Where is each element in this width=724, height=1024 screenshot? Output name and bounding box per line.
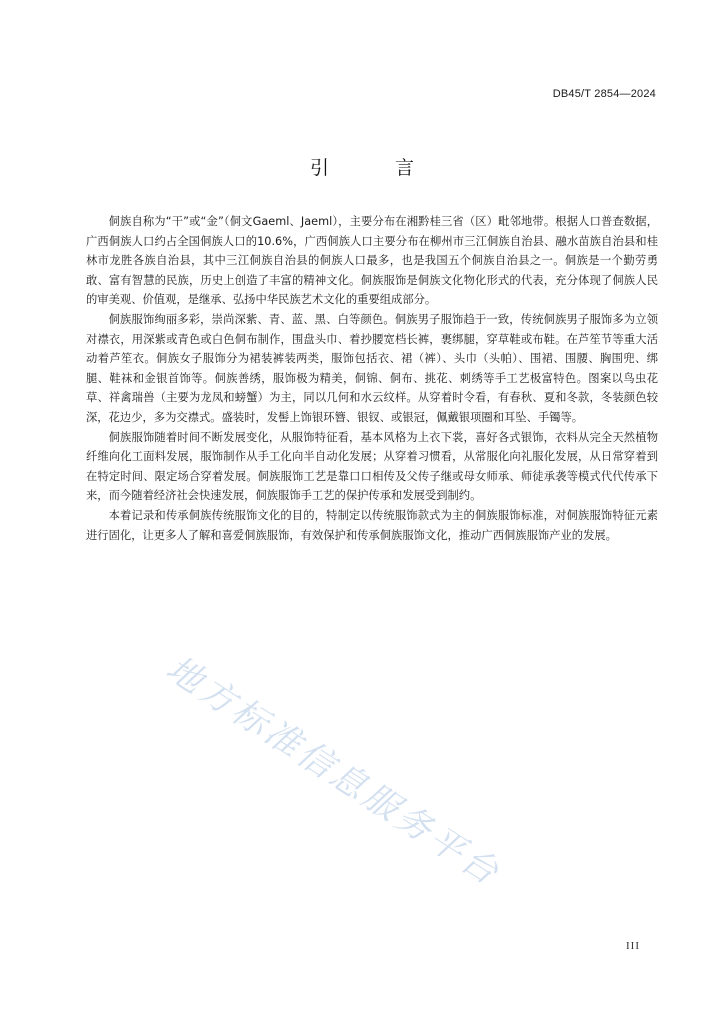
document-code: DB45/T 2854—2024 xyxy=(552,88,656,100)
watermark: 地方标准信息服务平台 xyxy=(158,648,508,895)
paragraph-1: 侗族自称为“干”或“金”（侗文Gaeml、Jaeml），主要分布在湘黔桂三省（区）毗邻地带。根据人口普查数据，广西侗族人口约占全国侗族人口的10.6%，广西侗族人口主要分布在柳州市三江侗族自治县、融水苗族自治县和桂林市龙胜各族自治县，其中三江侗族自治县的侗族人口最多，也是我国五个侗族自治县之一。侗族是一个勤劳勇敢、富有智慧的民族，历史上创造了丰富的精神文化。侗族服饰是侗族文化物化形式的代表，充分体现了侗族人民的审美观、价值观，是继承、弘扬中华民族艺术文化的重要组成部分。 xyxy=(86,215,658,307)
paragraph-3: 侗族服饰随着时间不断发展变化，从服饰特征看，基本风格为上衣下裳，喜好各式银饰，衣料从完全天然植物纤维向化工面料发展，服饰制作从手工化向半自动化发展；从穿着习惯看，从常服化向礼服化发展，从日常穿着到在特定时间、限定场合穿着发展。侗族服饰工艺是靠口口相传及父传子继或母女师承、师徒承袭等模式代代传承下来，而今随着经济社会快速发展，侗族服饰手工艺的保护传承和发展受到制约。 xyxy=(86,430,658,503)
page-number: III xyxy=(626,940,640,952)
paragraph-2: 侗族服饰绚丽多彩，崇尚深紫、青、蓝、黑、白等颜色。侗族男子服饰趋于一致，传统侗族男子服饰多为立领对襟衣，用深紫或青色或白色侗布制作，围盘头巾、着抄腰宽档长裤，裹绑腿，穿草鞋或布鞋。在芦笙节等重大活动着芦笙衣。侗族女子服饰分为裙装裤装两类，服饰包括衣、裙（裤）、头巾（头帕）、围裙、围腰、胸围兜、绑腿、鞋袜和金银首饰等。侗族善绣，服饰极为精美，侗锦、侗布、挑花、刺绣等手工艺极富特色。图案以鸟虫花草、祥禽瑞兽（主要为龙凤和螃蟹）为主，同以几何和水云纹样。从穿着时令看，有春秋、夏和冬款，冬装颜色较深，花边少，多为交襟式。盛装时，发髻上饰银环簪、银钗、或银冠，佩戴银项圈和耳坠、手镯等。 xyxy=(86,312,658,424)
paragraph-4: 本着记录和传承侗族传统服饰文化的目的，特制定以传统服饰款式为主的侗族服饰标准，对侗族服饰特征元素进行固化，让更多人了解和喜爱侗族服饰，有效保护和传承侗族服饰文化，推动广西侗族服饰产业的发展。 xyxy=(86,508,658,542)
body-text xyxy=(86,212,658,545)
section-title: 引 言 xyxy=(309,157,445,179)
